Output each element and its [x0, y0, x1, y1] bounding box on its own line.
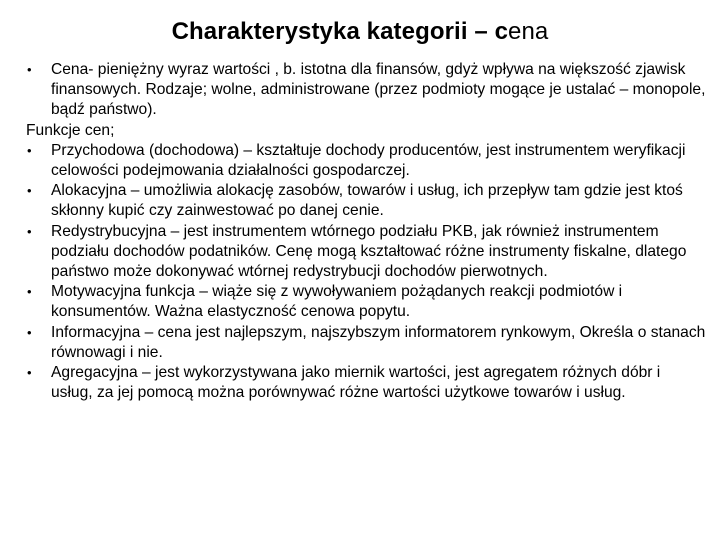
bullet-text: Cena- pieniężny wyraz wartości , b. istotna dla finansów, gdyż wpływa na większość zjawisk finansowych. Rodzaje; wolne, administrowane (przez podmioty mogące je ustalać – monopole, bądź państwo).: [51, 61, 706, 119]
slide-content: [26, 60, 706, 403]
functions-heading: Funkcje cen;: [26, 121, 115, 139]
bullet-marker: •: [27, 223, 32, 239]
bullet-marker: •: [27, 324, 32, 340]
bullet-item-motywacyjna: [26, 282, 706, 322]
slide-title-main: Charakterystyka kategorii – c: [171, 18, 509, 45]
bullet-marker: •: [27, 284, 32, 300]
bullet-item-intro: [26, 60, 706, 121]
bullet-text: Agregacyjna – jest wykorzystywana jako miernik wartości, jest agregatem różnych dóbr i usług, za jej pomocą można porównywać różne wartości użytkowe towarów i usług.: [51, 364, 661, 402]
bullet-text: Przychodowa (dochodowa) – kształtuje dochody producentów, jest instrumentem weryfikacji celowości podejmowania działalności gospodarczej.: [51, 141, 686, 180]
slide-title-tail: ena: [508, 18, 549, 45]
bullet-text: Informacyjna – cena jest najlepszym, najszybszym informatorem rynkowym, Określa o stanach równowagi i nie.: [51, 323, 706, 361]
bullet-marker: •: [27, 183, 32, 199]
bullet-item-alokacyjna: [26, 181, 706, 221]
bullet-marker: •: [27, 142, 32, 158]
bullet-marker: •: [27, 365, 32, 381]
slide-title: [0, 18, 720, 46]
bullet-item-informacyjna: [26, 323, 706, 363]
bullet-item-redystrybucyjna: [26, 222, 706, 283]
bullet-text: Redystrybucyjna – jest instrumentem wtórnego podziału PKB, jak również instrumentem podziału dochodów podatników. Cenę mogą kształtować różne instrumenty fiskalne, dlatego państwo może dokonywać wtórnej redystrybucji dochodów pierwotnych.: [51, 222, 687, 281]
bullet-text: Alokacyjna – umożliwia alokację zasobów, towarów i usług, ich przepływ tam gdzie jest ktoś skłonny kupić czy zainwestować po danej cenie.: [51, 182, 683, 220]
bullet-item-przychodowa: [26, 141, 706, 181]
bullet-item-agregacyjna: [26, 363, 706, 403]
bullet-text: Motywacyjna funkcja – wiąże się z wywoływaniem pożądanych reakcji podmiotów i konsumentów. Ważna elastyczność cenowa popytu.: [51, 283, 623, 321]
bullet-marker: •: [27, 62, 32, 77]
